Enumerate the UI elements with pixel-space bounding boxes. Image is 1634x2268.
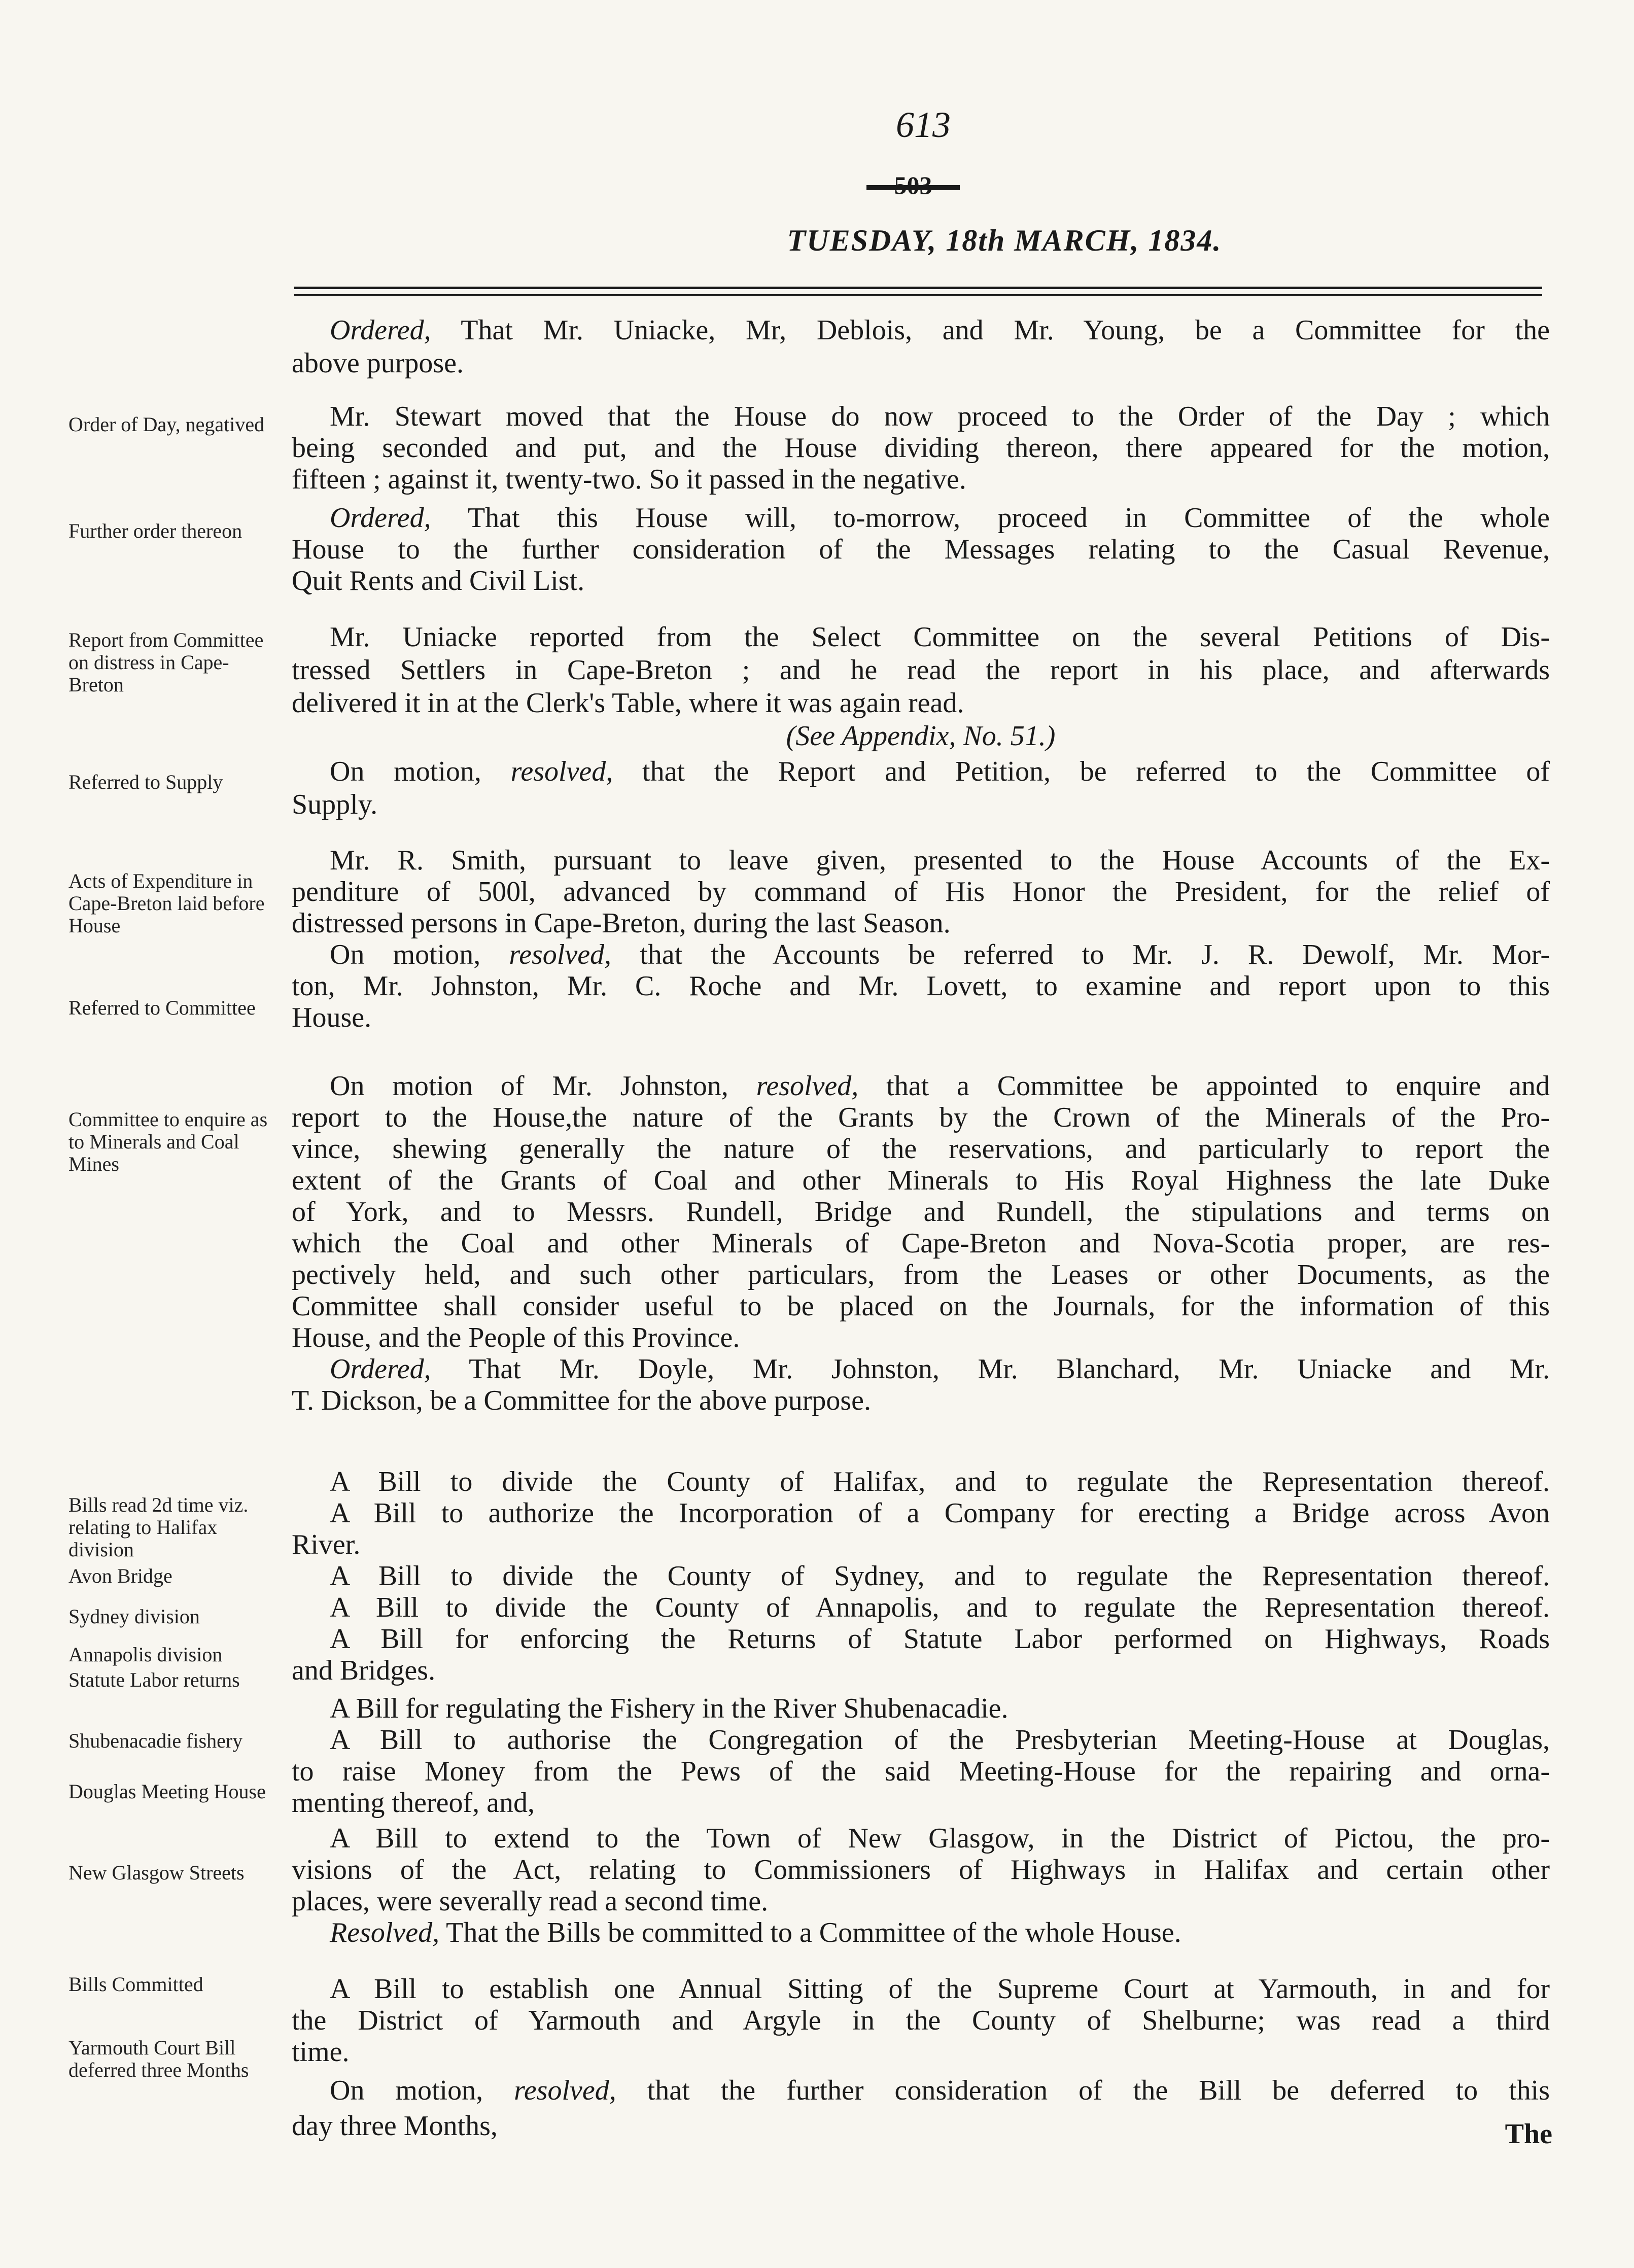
body-line: A Bill to establish one Annual Sitting of the Supreme Court at Yarmouth, in and for <box>330 1973 1550 2005</box>
body-line: A Bill to authorise the Congregation of the Presbyterian Meeting-House at Douglas, <box>330 1724 1550 1756</box>
body-line: distressed persons in Cape-Breton, during the last Season. <box>292 908 951 939</box>
body-line: A Bill to divide the County of Annapolis, and to regulate the Representation thereof. <box>330 1592 1550 1623</box>
body-line: of York, and to Messrs. Rundell, Bridge and Rundell, the stipulations and terms on <box>292 1196 1550 1228</box>
body-line: extent of the Grants of Coal and other Minerals to His Royal Highness the late Duke <box>292 1165 1550 1196</box>
body-line: T. Dickson, be a Committee for the above purpose. <box>292 1385 871 1416</box>
body-line: A Bill to divide the County of Sydney, and to regulate the Representation thereof. <box>330 1560 1550 1592</box>
body-line: A Bill for regulating the Fishery in the River Shubenacadie. <box>330 1693 1009 1724</box>
old-page-number: 503 <box>862 172 964 198</box>
body-line: Ordered, That this House will, to-morrow, proceed in Committee of the whole <box>330 502 1550 534</box>
body-line: House. <box>292 1002 372 1033</box>
body-line: Committee shall consider useful to be placed on the Journals, for the information of this <box>292 1290 1550 1322</box>
body-line: Mr. Stewart moved that the House do now proceed to the Order of the Day ; which <box>330 401 1550 432</box>
body-line: A Bill to authorize the Incorporation of a Company for erecting a Bridge across Avon <box>330 1497 1550 1529</box>
body-line: being seconded and put, and the House dividing thereon, there appeared for the motion, <box>292 432 1550 464</box>
body-line: ton, Mr. Johnston, Mr. C. Roche and Mr. Lovett, to examine and report upon to this <box>292 970 1550 1002</box>
margin-note: Further order thereon <box>68 519 242 542</box>
header-rule <box>294 287 1542 296</box>
body-line: places, were severally read a second time. <box>292 1886 769 1917</box>
body-line: menting thereof, and, <box>292 1787 535 1819</box>
body-line: House, and the People of this Province. <box>292 1322 740 1353</box>
body-line: River. <box>292 1529 361 1560</box>
body-line: Ordered, That Mr. Uniacke, Mr, Deblois, and Mr. Young, be a Committee for the <box>330 315 1550 346</box>
body-line: Mr. Uniacke reported from the Select Committee on the several Petitions of Dis- <box>330 621 1550 653</box>
body-line: Quit Rents and Civil List. <box>292 565 585 597</box>
body-line: time. <box>292 2036 350 2068</box>
body-line: House to the further consideration of the Messages relating to the Casual Revenue, <box>292 534 1550 565</box>
margin-note: Yarmouth Court Bill deferred three Months <box>68 2036 249 2081</box>
body-line: and Bridges. <box>292 1655 436 1686</box>
body-line: On motion, resolved, that the further consideration of the Bill be deferred to this <box>330 2075 1550 2106</box>
margin-note: Committee to enquire as to Minerals and Coal Mines <box>68 1108 268 1175</box>
page-number: 613 <box>896 104 951 145</box>
body-line: On motion, resolved, that the Report and Petition, be referred to the Committee of <box>330 756 1550 787</box>
margin-note: Shubenacadie fishery <box>68 1729 243 1752</box>
catchword: The <box>1505 2118 1552 2150</box>
body-line: visions of the Act, relating to Commissioners of Highways in Halifax and certain other <box>292 1854 1550 1886</box>
margin-note: Annapolis division <box>68 1643 223 1666</box>
body-line: above purpose. <box>292 347 464 379</box>
margin-note: Sydney division <box>68 1605 200 1628</box>
body-line: Resolved, That the Bills be committed to a Committee of the whole House. <box>330 1917 1181 1948</box>
body-line: On motion of Mr. Johnston, resolved, that a Committee be appointed to enquire and <box>330 1070 1550 1102</box>
body-line: fifteen ; against it, twenty-two. So it passed in the negative. <box>292 464 966 495</box>
margin-note: Statute Labor returns <box>68 1668 240 1691</box>
body-line: On motion, resolved, that the Accounts be referred to Mr. J. R. Dewolf, Mr. Mor- <box>330 939 1550 970</box>
body-line: vince, shewing generally the nature of the reservations, and particularly to report the <box>292 1133 1550 1165</box>
body-line: to raise Money from the Pews of the said Meeting-House for the repairing and orna- <box>292 1756 1550 1787</box>
body-line: day three Months, <box>292 2110 498 2142</box>
body-line: A Bill to divide the County of Halifax, and to regulate the Representation thereof. <box>330 1466 1550 1497</box>
body-line: pectively held, and such other particulars, from the Leases or other Documents, as the <box>292 1259 1550 1290</box>
margin-note: Douglas Meeting House <box>68 1780 266 1803</box>
margin-note: Acts of Expenditure in Cape-Breton laid before House <box>68 869 265 937</box>
body-line: the District of Yarmouth and Argyle in the County of Shelburne; was read a third <box>292 2005 1550 2036</box>
body-line: Supply. <box>292 789 378 820</box>
appendix-reference: (See Appendix, No. 51.) <box>786 720 1056 752</box>
body-line: A Bill to extend to the Town of New Glasgow, in the District of Pictou, the pro- <box>330 1823 1550 1854</box>
body-line: Ordered, That Mr. Doyle, Mr. Johnston, Mr. Blanchard, Mr. Uniacke and Mr. <box>330 1353 1550 1385</box>
margin-note: Order of Day, negatived <box>68 413 265 436</box>
body-line: tressed Settlers in Cape-Breton ; and he read the report in his place, and afterwards <box>292 654 1550 686</box>
body-line: which the Coal and other Minerals of Cape-Breton and Nova-Scotia proper, are res- <box>292 1228 1550 1259</box>
margin-note: Referred to Committee <box>68 996 256 1019</box>
margin-note: Bills read 2d time viz. relating to Halifax division <box>68 1493 249 1561</box>
margin-note: Bills Committed <box>68 1973 203 1996</box>
margin-note: Report from Committee on distress in Cape-Breton <box>68 629 264 696</box>
body-line: report to the House,the nature of the Grants by the Crown of the Minerals of the Pro- <box>292 1102 1550 1133</box>
body-line: delivered it in at the Clerk's Table, where it was again read. <box>292 687 964 719</box>
date-heading: TUESDAY, 18th MARCH, 1834. <box>787 224 1222 257</box>
margin-note: New Glasgow Streets <box>68 1861 245 1884</box>
body-line: penditure of 500l, advanced by command of His Honor the President, for the relief of <box>292 876 1550 908</box>
margin-note: Referred to Supply <box>68 771 223 793</box>
margin-note: Avon Bridge <box>68 1564 172 1587</box>
body-line: A Bill for enforcing the Returns of Statute Labor performed on Highways, Roads <box>330 1623 1550 1655</box>
body-line: Mr. R. Smith, pursuant to leave given, presented to the House Accounts of the Ex- <box>330 845 1550 876</box>
